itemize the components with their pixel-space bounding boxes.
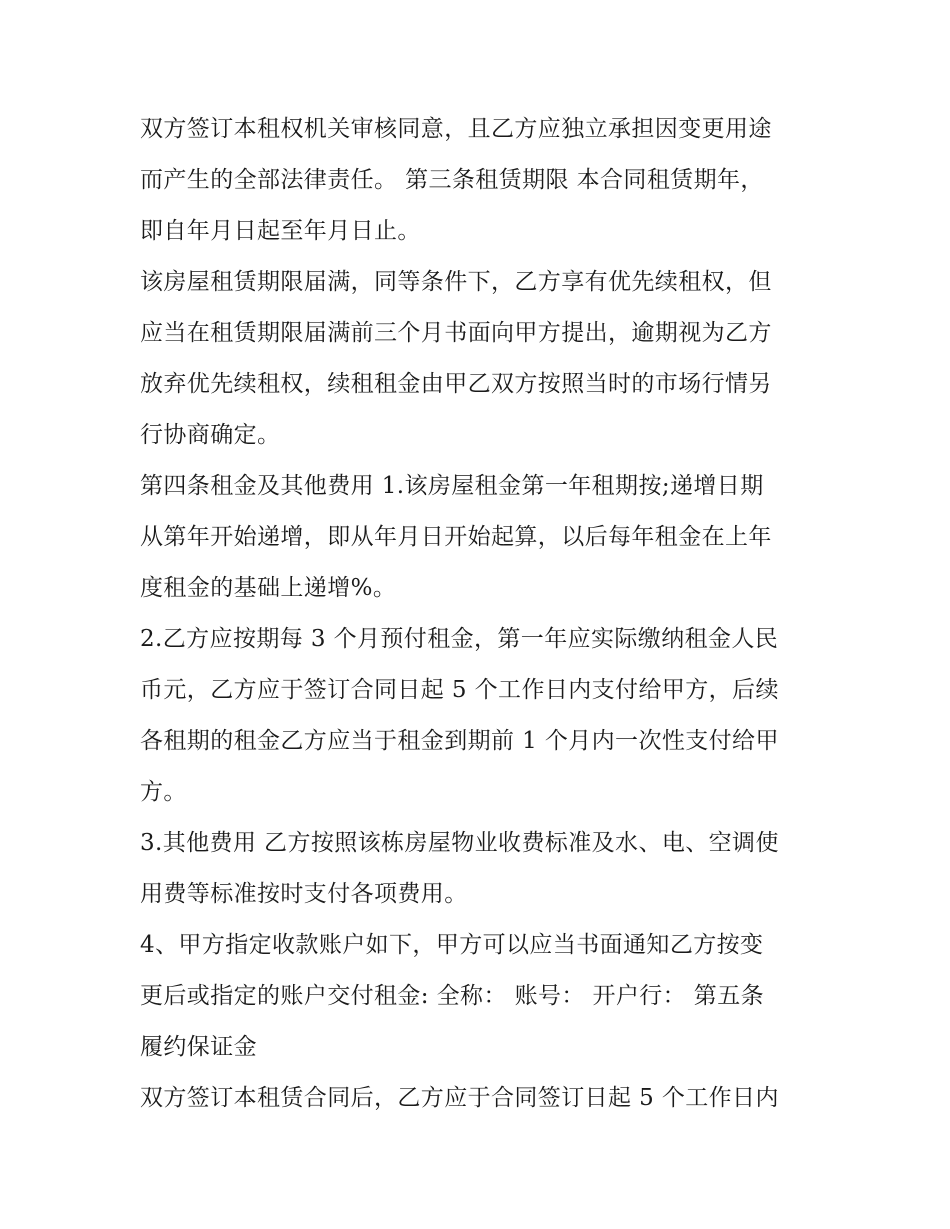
text-line: 3.其他费用 乙方按照该栋房屋物业收费标准及水、电、空调使 xyxy=(140,830,779,856)
text-line: 履约保证金 xyxy=(140,1034,257,1060)
text-line: 第四条租金及其他费用 1.该房屋租金第一年租期按;递增日期 xyxy=(140,473,764,499)
document-body xyxy=(140,104,820,1124)
paragraph-rent-fees xyxy=(140,461,820,614)
text-line: 币元，乙方应于签订合同日起 5 个工作日内支付给甲方，后续 xyxy=(140,677,779,703)
text-line: 各租期的租金乙方应当于租金到期前 1 个月内一次性支付给甲 xyxy=(140,728,779,754)
text-line: 即自年月日起至年月日止。 xyxy=(140,218,421,244)
text-line: 应当在租赁期限届满前三个月书面向甲方提出，逾期视为乙方 xyxy=(140,320,772,346)
paragraph-renewal xyxy=(140,257,820,461)
text-line: 而产生的全部法律责任。 第三条租赁期限 本合同租赁期年， xyxy=(140,167,764,193)
paragraph-other-fees xyxy=(140,818,820,920)
text-line: 从第年开始递增，即从年月日开始起算，以后每年租金在上年 xyxy=(140,524,772,550)
text-line: 放弃优先续租权，续租租金由甲乙双方按照当时的市场行情另 xyxy=(140,371,772,397)
paragraph-deposit xyxy=(140,1073,820,1124)
text-line: 度租金的基础上递增%。 xyxy=(140,575,397,601)
paragraph-prepayment xyxy=(140,614,820,818)
text-line: 用费等标准按时支付各项费用。 xyxy=(140,881,468,907)
paragraph-payment-account xyxy=(140,920,820,1073)
text-line: 双方签订本租赁合同后，乙方应于合同签订日起 5 个工作日内 xyxy=(140,1085,779,1111)
text-line: 双方签订本租权机关审核同意，且乙方应独立承担因变更用途 xyxy=(140,116,772,142)
text-line: 2.乙方应按期每 3 个月预付租金，第一年应实际缴纳租金人民 xyxy=(140,626,779,652)
text-line: 方。 xyxy=(140,779,187,805)
text-line: 该房屋租赁期限届满，同等条件下，乙方享有优先续租权，但 xyxy=(140,269,772,295)
text-line: 4、甲方指定收款账户如下，甲方可以应当书面通知乙方按变 xyxy=(140,932,764,958)
text-line: 更后或指定的账户交付租金: 全称： 账号： 开户行： 第五条 xyxy=(140,983,764,1009)
paragraph-approval-term xyxy=(140,104,820,257)
text-line: 行协商确定。 xyxy=(140,422,281,448)
